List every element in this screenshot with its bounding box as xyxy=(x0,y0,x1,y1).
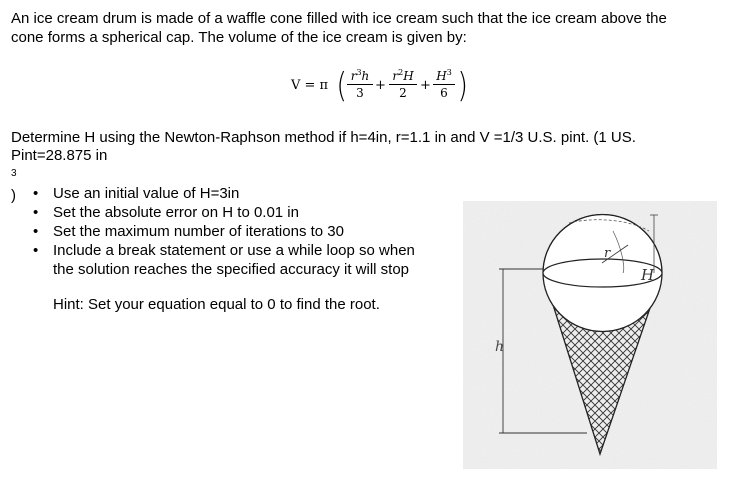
task-line-2: Pint=28.875 in $^3$ ) xyxy=(11,147,108,204)
ice-cream-cone-figure xyxy=(463,201,717,469)
intro-line-2: cone forms a spherical cap. The volume of the ice cream is given by: xyxy=(11,29,467,46)
formula-lhs: V = π xyxy=(291,78,329,93)
volume-formula xyxy=(291,64,491,112)
list-item: • Use an initial value of H=3in xyxy=(33,184,463,203)
term-H3-over-6: $H^3$ 6 xyxy=(433,66,455,100)
instruction-list xyxy=(33,184,463,279)
label-H: H xyxy=(641,266,655,284)
problem-intro xyxy=(11,9,723,47)
list-item: • Set the absolute error on H to 0.01 in xyxy=(33,203,463,222)
label-h: h xyxy=(495,339,505,355)
left-paren: ( xyxy=(336,66,347,106)
intro-line-1: An ice cream drum is made of a waffle cone filled with ice cream such that the ice cream above the xyxy=(11,10,667,27)
task-line-1: Determine H using the Newton-Raphson method if h=4in, r=1.1 in and V =1/3 U.S. pint. (1 US. xyxy=(11,129,636,146)
list-item: • Set the maximum number of iterations to 30 xyxy=(33,222,463,241)
term-r2H-over-2: $r^2H$ 2 xyxy=(389,66,417,100)
hint-text: Hint: Set your equation equal to 0 to find the root. xyxy=(53,296,380,313)
right-paren: ) xyxy=(457,66,468,106)
term-r3h-over-3: $r^3h$ 3 xyxy=(347,66,373,100)
plus-sign-1: + xyxy=(375,78,386,93)
list-item: • Include a break statement or use a while loop so when the solution reaches the specified accuracy it will stop xyxy=(33,241,463,279)
plus-sign-2: + xyxy=(420,78,431,93)
label-r: r xyxy=(604,246,611,261)
